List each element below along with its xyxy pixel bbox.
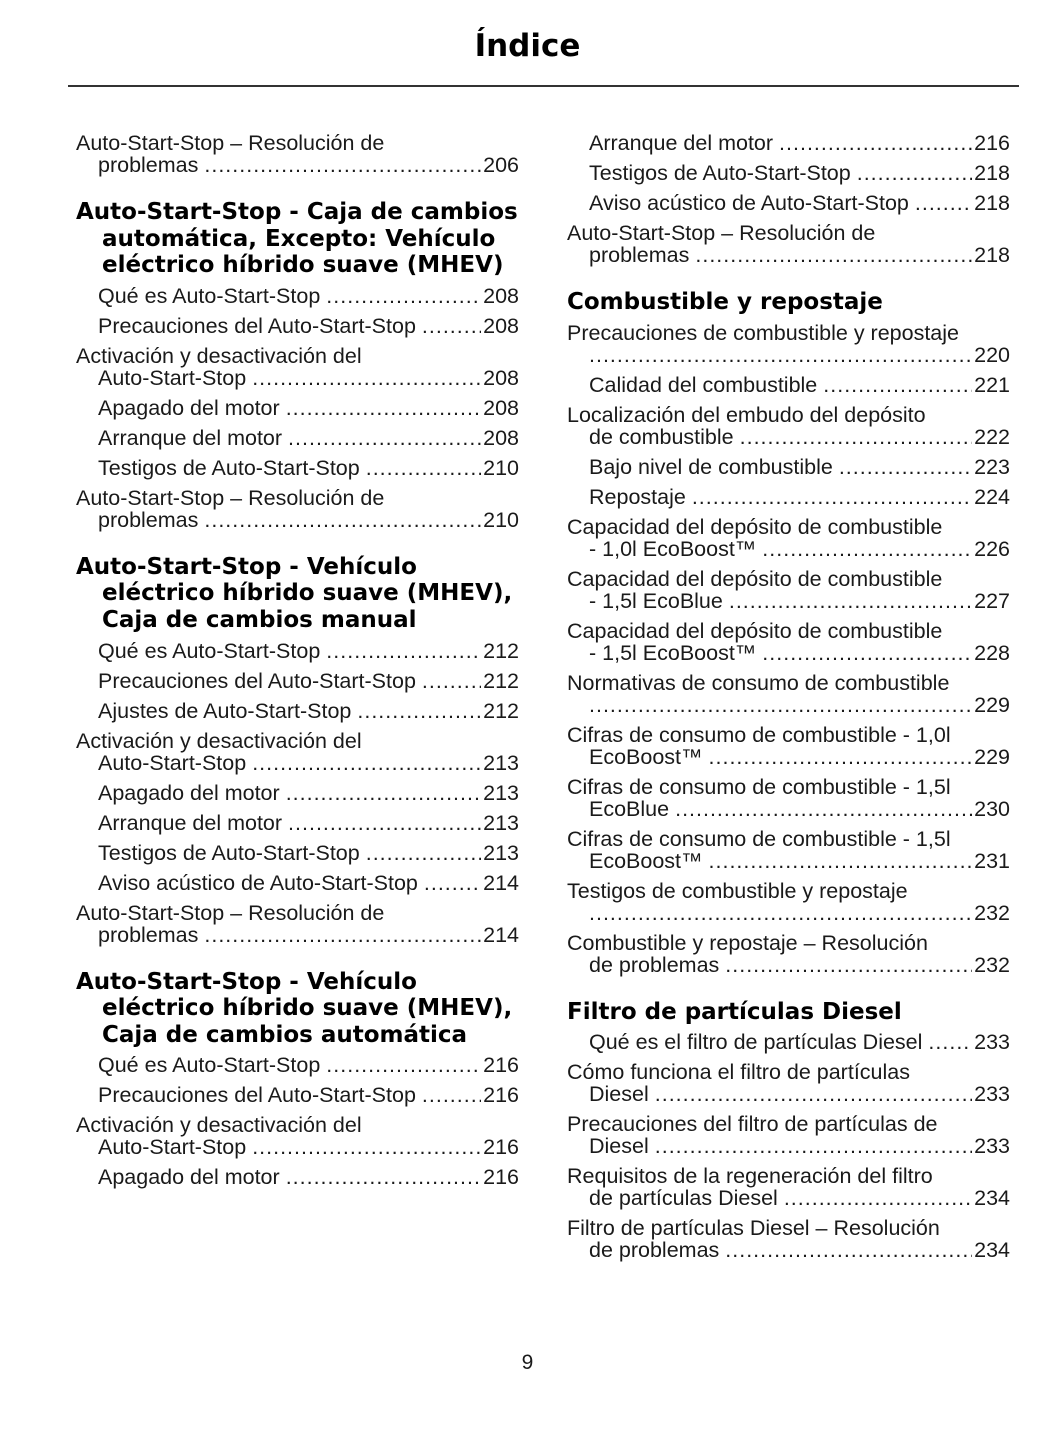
dot-leader [204,509,481,531]
toc-entry[interactable] [567,1217,1010,1261]
toc-page-number: 210 [483,507,519,532]
toc-entry-text: Auto-Start-Stop – Resolución de [76,485,385,510]
dot-leader [326,1054,481,1076]
toc-entry-text: Cifras de consumo de combustible - 1,5l [567,826,951,851]
toc-entry[interactable] [567,568,1010,612]
toc-entry-text: Apagado del motor [98,1165,280,1190]
dot-leader [422,1084,481,1106]
toc-entry-text: Apagado del motor [98,395,280,420]
toc-entry-text: de combustible [589,424,734,449]
toc-entry[interactable] [76,132,519,176]
dot-leader [762,642,972,664]
toc-entry-text: problemas [98,922,199,947]
dot-leader [655,1083,972,1105]
toc-page-number: 232 [974,952,1010,977]
dot-leader [823,374,972,396]
section-heading: Combustible y repostaje [567,289,883,315]
toc-entry[interactable] [567,486,1010,508]
toc-entry-text: Aviso acústico de Auto-Start-Stop [589,191,909,215]
toc-entry-text: Cifras de consumo de combustible - 1,5l [567,774,951,799]
dot-leader [779,132,972,154]
toc-page-number: 212 [483,668,519,693]
toc-entry-text: EcoBoost™ [589,848,703,873]
toc-page-number: 218 [974,191,1010,215]
toc-entry[interactable] [567,724,1010,768]
toc-entry[interactable] [567,1165,1010,1209]
toc-entry-text: Qué es Auto-Start-Stop [98,1053,321,1078]
toc-entry-text: Precauciones del Auto-Start-Stop [98,1083,416,1108]
toc-entry-text: Cifras de consumo de combustible - 1,0l [567,722,951,747]
toc-entry-text: Qué es Auto-Start-Stop [98,638,321,663]
toc-entry[interactable] [567,776,1010,820]
toc-page-number: 228 [974,640,1010,665]
toc-entry-text: Normativas de consumo de combustible [567,670,950,695]
toc-page-number: 216 [483,1053,519,1078]
toc-entry[interactable] [76,345,519,389]
toc-entry-text: Auto-Start-Stop – Resolución de [76,900,385,925]
toc-page-number: 233 [974,1082,1010,1107]
toc-entry[interactable] [76,700,519,722]
toc-entry[interactable] [567,620,1010,664]
dot-leader [366,842,481,864]
toc-entry-text: EcoBlue [589,796,670,821]
title-divider [68,85,1019,87]
toc-entry-text: Repostaje [589,484,686,509]
toc-entry-text: Qué es Auto-Start-Stop [98,283,321,308]
toc-entry-text: de partículas Diesel [589,1186,778,1211]
toc-entry-text: Precauciones del Auto-Start-Stop [98,668,416,693]
toc-entry-text: Auto-Start-Stop [98,1135,247,1160]
dot-leader [695,244,972,266]
toc-entry[interactable] [567,404,1010,448]
section-heading: Auto-Start-Stop - Caja de cambios automática, Excepto: Vehículo eléctrico híbrido suave (MHEV) [76,199,518,279]
toc-page-number: 214 [483,922,519,947]
toc-page-number: 233 [974,1134,1010,1159]
toc-entry[interactable] [567,456,1010,478]
toc-entry-text: Requisitos de la regeneración del filtro [567,1164,933,1189]
toc-page-number: 208 [483,313,519,338]
toc-entry-text: - 1,0l EcoBoost™ [589,536,757,561]
toc-entry[interactable] [76,1114,519,1158]
toc-entry-text: Auto-Start-Stop [98,365,247,390]
dot-leader [709,746,973,768]
toc-page-number: 229 [974,744,1010,769]
toc-entry[interactable] [567,1031,1010,1053]
dot-leader [422,670,481,692]
toc-entry-text: Arranque del motor [589,131,774,155]
toc-entry[interactable] [76,285,519,307]
toc-entry[interactable] [76,487,519,531]
toc-entry-text: Arranque del motor [98,425,283,450]
dot-leader [357,700,481,722]
dot-leader [928,1031,972,1053]
dot-leader [915,192,972,214]
toc-entry-text: problemas [98,153,199,177]
toc-entry[interactable] [76,842,519,864]
dot-leader [589,344,972,366]
toc-entry[interactable] [76,1166,519,1188]
toc-entry-text: de problemas [589,1238,720,1263]
toc-page-number: 213 [483,780,519,805]
dot-leader [326,285,481,307]
dot-leader [204,154,481,176]
toc-entry-text: Auto-Start-Stop [98,750,247,775]
toc-page-number: 208 [483,395,519,420]
toc-entry-text: de problemas [589,952,720,977]
toc-column-right [567,132,1010,1269]
toc-entry-text: Capacidad del depósito de combustible [567,618,943,643]
toc-page-number: 216 [483,1083,519,1108]
dot-leader [204,924,481,946]
toc-entry-text: Capacidad del depósito de combustible [567,566,943,591]
toc-entry[interactable] [567,880,1010,924]
dot-leader [725,954,972,976]
toc-entry[interactable] [567,222,1010,266]
toc-column-left [76,132,519,1196]
toc-entry-text: Diesel [589,1082,649,1107]
dot-leader [709,850,973,872]
toc-entry-text: Auto-Start-Stop – Resolución de [76,131,385,155]
dot-leader [286,1166,481,1188]
dot-leader [589,902,972,924]
toc-page-number: 208 [483,365,519,390]
dot-leader [286,782,481,804]
toc-entry-text: Combustible y repostaje – Resolución [567,930,928,955]
toc-entry-text: Capacidad del depósito de combustible [567,514,943,539]
dot-leader [839,456,972,478]
toc-page-number: 232 [974,900,1010,925]
toc-page-number: 213 [483,840,519,865]
toc-page-number: 206 [483,153,519,177]
toc-entry-text: Activación y desactivación del [76,1113,362,1138]
dot-leader [366,457,481,479]
page-title: Índice [474,28,581,64]
toc-page-number: 220 [974,342,1010,367]
dot-leader [252,1136,481,1158]
toc-entry[interactable] [76,872,519,894]
toc-entry-text: Precauciones del filtro de partículas de [567,1112,938,1137]
toc-entry[interactable] [76,427,519,449]
toc-entry-text: Aviso acústico de Auto-Start-Stop [98,870,418,895]
toc-entry-text: Precauciones del Auto-Start-Stop [98,313,416,338]
toc-page-number: 229 [974,692,1010,717]
toc-page-number: 210 [483,455,519,480]
toc-entry[interactable] [76,670,519,692]
toc-page-number: 224 [974,484,1010,509]
toc-entry[interactable] [76,640,519,662]
toc-page-number: 223 [974,454,1010,479]
section-heading: Auto-Start-Stop - Vehículo eléctrico híbrido suave (MHEV), Caja de cambios manual [76,553,513,633]
dot-leader [288,812,481,834]
toc-page-number: 234 [974,1186,1010,1211]
dot-leader [252,367,481,389]
toc-entry[interactable] [567,672,1010,716]
toc-entry-text: Activación y desactivación del [76,343,362,368]
toc-entry[interactable] [567,932,1010,976]
toc-entry-text: Calidad del combustible [589,372,818,397]
toc-page-number: 212 [483,638,519,663]
toc-entry-text: Testigos de combustible y repostaje [567,878,908,903]
dot-leader [762,538,972,560]
dot-leader [857,162,972,184]
toc-page-number: 208 [483,283,519,308]
dot-leader [675,798,972,820]
toc-page-number: 212 [483,698,519,723]
toc-page-number: 218 [974,243,1010,267]
dot-leader [655,1135,972,1157]
toc-page-number: 213 [483,750,519,775]
toc-page-number: 234 [974,1238,1010,1263]
dot-leader [424,872,481,894]
toc-entry[interactable] [76,1084,519,1106]
toc-entry[interactable] [567,516,1010,560]
toc-page-number: 214 [483,870,519,895]
toc-entry[interactable] [76,457,519,479]
toc-entry-text: Testigos de Auto-Start-Stop [589,161,851,185]
toc-entry[interactable] [76,730,519,774]
toc-page-number: 221 [974,372,1010,397]
toc-entry-text: problemas [98,507,199,532]
toc-entry[interactable] [567,828,1010,872]
dot-leader [288,427,481,449]
toc-page-number: 231 [974,848,1010,873]
dot-leader [729,590,972,612]
toc-entry[interactable] [76,315,519,337]
toc-page-number: 227 [974,588,1010,613]
toc-page-number: 213 [483,810,519,835]
toc-entry-text: Testigos de Auto-Start-Stop [98,455,360,480]
toc-page-number: 216 [974,131,1010,155]
dot-leader [326,640,481,662]
toc-entry-text: Testigos de Auto-Start-Stop [98,840,360,865]
toc-entry[interactable] [567,374,1010,396]
toc-page-number: 218 [974,161,1010,185]
page-number: 9 [521,1351,534,1374]
toc-page-number: 233 [974,1030,1010,1055]
dot-leader [589,694,972,716]
dot-leader [252,752,481,774]
toc-entry[interactable] [76,1054,519,1076]
toc-page-number: 230 [974,796,1010,821]
dot-leader [286,397,481,419]
toc-entry[interactable] [567,192,1010,214]
toc-page-number: 222 [974,424,1010,449]
section-heading: Filtro de partículas Diesel [567,998,902,1025]
toc-entry-text: Ajustes de Auto-Start-Stop [98,698,352,723]
toc-entry-text: Diesel [589,1134,649,1159]
toc-entry[interactable] [567,1061,1010,1105]
toc-entry-text: - 1,5l EcoBlue [589,588,723,613]
toc-entry-text: Apagado del motor [98,780,280,805]
toc-entry[interactable] [567,162,1010,184]
toc-entry-text: Activación y desactivación del [76,728,362,753]
toc-entry[interactable] [76,902,519,946]
toc-page-number: 208 [483,425,519,450]
toc-entry-text: Qué es el filtro de partículas Diesel [589,1030,923,1055]
dot-leader [422,315,481,337]
toc-entry-text: Bajo nivel de combustible [589,454,833,479]
toc-entry-text: problemas [589,243,690,267]
section-heading: Auto-Start-Stop - Vehículo eléctrico híbrido suave (MHEV), Caja de cambios automática [76,968,513,1048]
toc-page-number: 216 [483,1165,519,1190]
toc-entry-text: EcoBoost™ [589,744,703,769]
dot-leader [725,1239,972,1261]
dot-leader [784,1187,972,1209]
toc-entry[interactable] [567,322,1010,366]
toc-entry[interactable] [567,1113,1010,1157]
toc-entry-text: - 1,5l EcoBoost™ [589,640,757,665]
dot-leader [692,486,972,508]
toc-entry-text: Precauciones de combustible y repostaje [567,320,959,345]
toc-entry-text: Cómo funciona el filtro de partículas [567,1060,910,1085]
toc-entry[interactable] [76,782,519,804]
dot-leader [740,426,973,448]
toc-page-number: 216 [483,1135,519,1160]
toc-entry-text: Localización del embudo del depósito [567,402,926,427]
toc-entry-text: Filtro de partículas Diesel – Resolución [567,1216,940,1241]
toc-entry-text: Auto-Start-Stop – Resolución de [567,221,876,245]
toc-entry[interactable] [76,812,519,834]
toc-entry[interactable] [567,132,1010,154]
toc-entry[interactable] [76,397,519,419]
toc-page-number: 226 [974,536,1010,561]
toc-entry-text: Arranque del motor [98,810,283,835]
